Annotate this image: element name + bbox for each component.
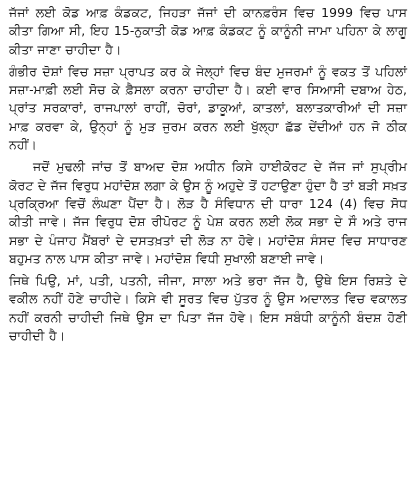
article-paragraph: ਜਿਥੇ ਪਿਉ, ਮਾਂ, ਪਤੀ, ਪਤਨੀ, ਜੀਜਾ, ਸਾਲਾ ਅਤੇ ਭਰਾ ਜੱਜ ਹੈ, ਉਥੇ ਇਸ ਰਿਸ਼ਤੇ ਦੇ ਵਕੀਲ ਨਹੀਂ ਹੋਣੇ ਚਾਹੀਦੇ। ਕਿਸੇ ਵੀ ਸੂਰਤ ਵਿਚ ਪੁੱਤਰ ਨੂੰ ਉਸ ਅਦਾਲਤ ਵਿਚ ਵਕਾਲਤ ਨਹੀਂ ਕਰਨੀ ਚਾਹੀਦੀ ਜਿਥੇ ਉਸ ਦਾ ਪਿਤਾ ਜੱਜ ਹੋਵੇ। ਇਸ ਸਬੰਧੀ ਕਾਨੂੰਨੀ ਬੰਦਸ਼ ਹੋਣੀ ਚਾਹੀਦੀ ਹੈ। <box>9 273 407 344</box>
article-paragraph: ਜੱਜਾਂ ਲਈ ਕੋਡ ਆਫ਼ ਕੰਡਕਟ, ਜਿਹੜਾ ਜੱਜਾਂ ਦੀ ਕਾਨਫ਼ਰੰਸ ਵਿਚ 1999 ਵਿਚ ਪਾਸ ਕੀਤਾ ਗਿਆ ਸੀ, ਇਹ 15-ਨੁਕਾਤੀ ਕੋਡ ਆਫ਼ ਕੰਡਕਟ ਨੂੰ ਕਾਨੂੰਨੀ ਜਾਮਾ ਪਹਿਨਾ ਕੇ ਲਾਗੂ ਕੀਤਾ ਜਾਣਾ ਚਾਹੀਦਾ ਹੈ। <box>9 5 407 57</box>
article-paragraph: ਜਦੋਂ ਮੁਢਲੀ ਜਾਂਚ ਤੋਂ ਬਾਅਦ ਦੋਸ਼ ਅਧੀਨ ਕਿਸੇ ਹਾਈਕੋਰਟ ਦੇ ਜੱਜ ਜਾਂ ਸੁਪ੍ਰੀਮ ਕੋਰਟ ਦੇ ਜੱਜ ਵਿਰੁਧ ਮਹਾਂਦੋਸ਼ ਲਗਾ ਕੇ ਉਸ ਨੂੰ ਅਹੁਦੇ ਤੋਂ ਹਟਾਉਣਾ ਹੁੰਦਾ ਹੈ ਤਾਂ ਬੜੀ ਸਖ਼ਤ ਪ੍ਰਕ੍ਰਿਆ ਵਿਚੋਂ ਲੰਘਣਾ ਪੈਂਦਾ ਹੈ। ਲੋੜ ਹੈ ਸੰਵਿਧਾਨ ਦੀ ਧਾਰਾ 124 (4) ਵਿਚ ਸੋਧ ਕੀਤੀ ਜਾਵੇ। ਜੱਜ ਵਿਰੁਧ ਦੋਸ਼ ਰੀਪੋਰਟ ਨੂੰ ਪੇਸ਼ ਕਰਨ ਲਈ ਲੋਕ ਸਭਾ ਦੇ ਸੌ ਅਤੇ ਰਾਜ ਸਭਾ ਦੇ ਪੰਜਾਹ ਮੈਂਬਰਾਂ ਦੇ ਦਸਤਖ਼ਤਾਂ ਦੀ ਲੋੜ ਨਾ ਹੋਵੇ। ਮਹਾਂਦੋਸ਼ ਸੰਸਦ ਵਿਚ ਸਾਧਾਰਣ ਬਹੁਮਤ ਨਾਲ ਪਾਸ ਕੀਤਾ ਜਾਵੇ। ਮਹਾਂਦੋਸ਼ ਵਿਧੀ ਸੁਖਾਲੀ ਬਣਾਈ ਜਾਵੇ। <box>9 159 407 266</box>
article-paragraph: ਗੰਭੀਰ ਦੋਸ਼ਾਂ ਵਿਚ ਸਜ਼ਾ ਪ੍ਰਾਪਤ ਕਰ ਕੇ ਜੇਲ੍ਹਾਂ ਵਿਚ ਬੰਦ ਮੁਜਰਮਾਂ ਨੂੰ ਵਕਤ ਤੋਂ ਪਹਿਲਾਂ ਸਜ਼ਾ-ਮਾਫ਼ੀ ਲਈ ਸੋਚ ਕੇ ਫ਼ੈਸਲਾ ਕਰਨਾ ਚਾਹੀਦਾ ਹੈ। ਕਈ ਵਾਰ ਸਿਆਸੀ ਦਬਾਅ ਹੇਠ, ਪ੍ਰਾਂਤ ਸਰਕਾਰਾਂ, ਰਾਜਪਾਲਾਂ ਰਾਹੀਂ, ਚੋਰਾਂ, ਡਾਕੂਆਂ, ਕਾਤਲਾਂ, ਬਲਾਤਕਾਰੀਆਂ ਦੀ ਸਜ਼ਾ ਮਾਫ਼ ਕਰਵਾ ਕੇ, ਉਨ੍ਹਾਂ ਨੂੰ ਮੁੜ ਜੁਰਮ ਕਰਨ ਲਈ ਖੁੱਲ੍ਹਾ ਛੱਡ ਦੇਂਦੀਆਂ ਹਨ ਜੋ ਠੀਕ ਨਹੀਂ। <box>9 63 407 153</box>
